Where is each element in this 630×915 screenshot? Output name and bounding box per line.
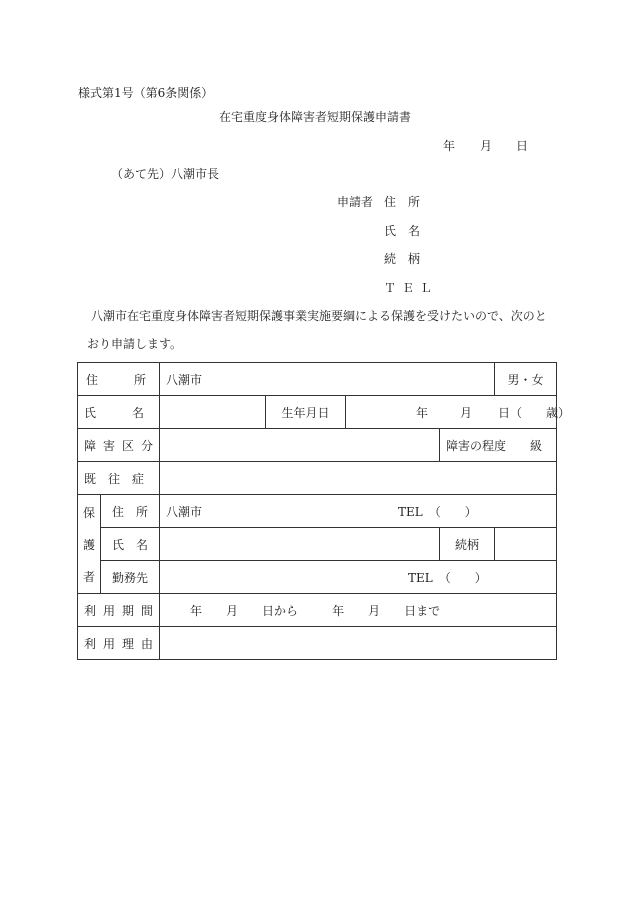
reason-label-cell <box>78 627 160 660</box>
period-from-day: 日から <box>262 603 299 618</box>
guardian-relation-label-cell <box>440 528 495 561</box>
period-from-month: 月 <box>226 603 239 618</box>
guardian-label-2: 護 <box>82 537 95 552</box>
address-label: 住 所 <box>86 372 147 387</box>
applicant-address-label: 住 所 <box>384 195 421 209</box>
birth-value-cell[interactable] <box>346 396 571 429</box>
guardian-name-value-cell[interactable] <box>160 528 440 561</box>
applicant-tel-label: ＴＥＬ <box>384 281 439 295</box>
guardian-tel: TEL （ ） <box>398 504 477 519</box>
address-value: 八潮市 <box>166 372 203 387</box>
period-to-month: 月 <box>368 603 381 618</box>
guardian-address-value-cell[interactable] <box>160 495 557 528</box>
row-guardian-work <box>78 561 557 594</box>
applicant-label: 申請者 <box>337 195 374 209</box>
guardian-work-value-cell[interactable] <box>160 561 557 594</box>
period-label: 利用期間 <box>84 603 161 618</box>
reason-value-cell[interactable] <box>160 627 557 660</box>
history-value-cell[interactable] <box>160 462 557 495</box>
disability-class-label: 障害区分 <box>84 438 161 453</box>
reason-label: 利用理由 <box>84 636 161 651</box>
row-guardian-name <box>78 528 557 561</box>
birth-label: 生年月日 <box>281 405 330 420</box>
row-name <box>78 396 557 429</box>
row-reason <box>78 627 557 660</box>
applicant-name-label: 氏 名 <box>384 224 421 238</box>
guardian-relation-value-cell[interactable] <box>495 528 557 561</box>
row-guardian-address <box>78 495 557 528</box>
applicant-relation-label: 続 柄 <box>384 252 421 266</box>
guardian-name-label: 氏 名 <box>112 537 149 552</box>
row-disability <box>78 429 557 462</box>
address-label-cell <box>78 363 160 396</box>
guardian-address-label-cell <box>101 495 160 528</box>
guardian-work-tel: TEL （ ） <box>408 570 487 585</box>
form-title: 在宅重度身体障害者短期保護申請書 <box>219 110 412 124</box>
row-address <box>78 363 557 396</box>
disability-degree-label: 障害の程度 <box>446 438 507 453</box>
birth-day-age-label: 日（ 歳） <box>498 405 571 420</box>
disability-class-value-cell[interactable] <box>160 429 440 462</box>
disability-grade-label: 級 <box>530 438 543 453</box>
disability-degree-cell[interactable] <box>440 429 557 462</box>
name-label: 氏 名 <box>84 405 145 420</box>
name-value-cell[interactable] <box>160 396 266 429</box>
guardian-label-1: 保 <box>82 505 95 520</box>
date-month-label: 月 <box>480 139 493 153</box>
gender-cell[interactable] <box>495 363 557 396</box>
body-text-line-1: 八潮市在宅重度身体障害者短期保護事業実施要綱による保護を受けたいので、次のと <box>91 309 547 323</box>
guardian-address-label: 住 所 <box>112 504 149 519</box>
birth-month-label: 月 <box>460 405 473 420</box>
guardian-work-label-cell <box>101 561 160 594</box>
guardian-label-cell <box>78 495 101 594</box>
guardian-address-value: 八潮市 <box>166 504 203 519</box>
body-text-line-2: おり申請します。 <box>87 337 183 351</box>
name-label-cell <box>78 396 160 429</box>
guardian-name-label-cell <box>101 528 160 561</box>
application-table <box>77 362 571 660</box>
addressee: （あて先）八潮市長 <box>111 167 220 181</box>
guardian-relation-label: 続柄 <box>455 537 480 552</box>
period-value-cell[interactable] <box>160 594 557 627</box>
form-number: 様式第1号（第6条関係） <box>78 86 214 100</box>
row-history <box>78 462 557 495</box>
disability-class-label-cell <box>78 429 160 462</box>
period-to-day: 日まで <box>404 603 441 618</box>
history-label-cell <box>78 462 160 495</box>
birth-year-label: 年 <box>416 405 429 420</box>
guardian-label-3: 者 <box>82 569 95 584</box>
period-from-year: 年 <box>190 603 203 618</box>
guardian-work-label: 勤務先 <box>112 570 149 585</box>
date-day-label: 日 <box>516 139 529 153</box>
period-label-cell <box>78 594 160 627</box>
gender-choice: 男・女 <box>507 372 544 387</box>
row-period <box>78 594 557 627</box>
history-label: 既 往 症 <box>84 471 145 486</box>
period-to-year: 年 <box>332 603 345 618</box>
address-value-cell[interactable] <box>160 363 495 396</box>
birth-label-cell <box>266 396 346 429</box>
date-year-label: 年 <box>443 139 456 153</box>
